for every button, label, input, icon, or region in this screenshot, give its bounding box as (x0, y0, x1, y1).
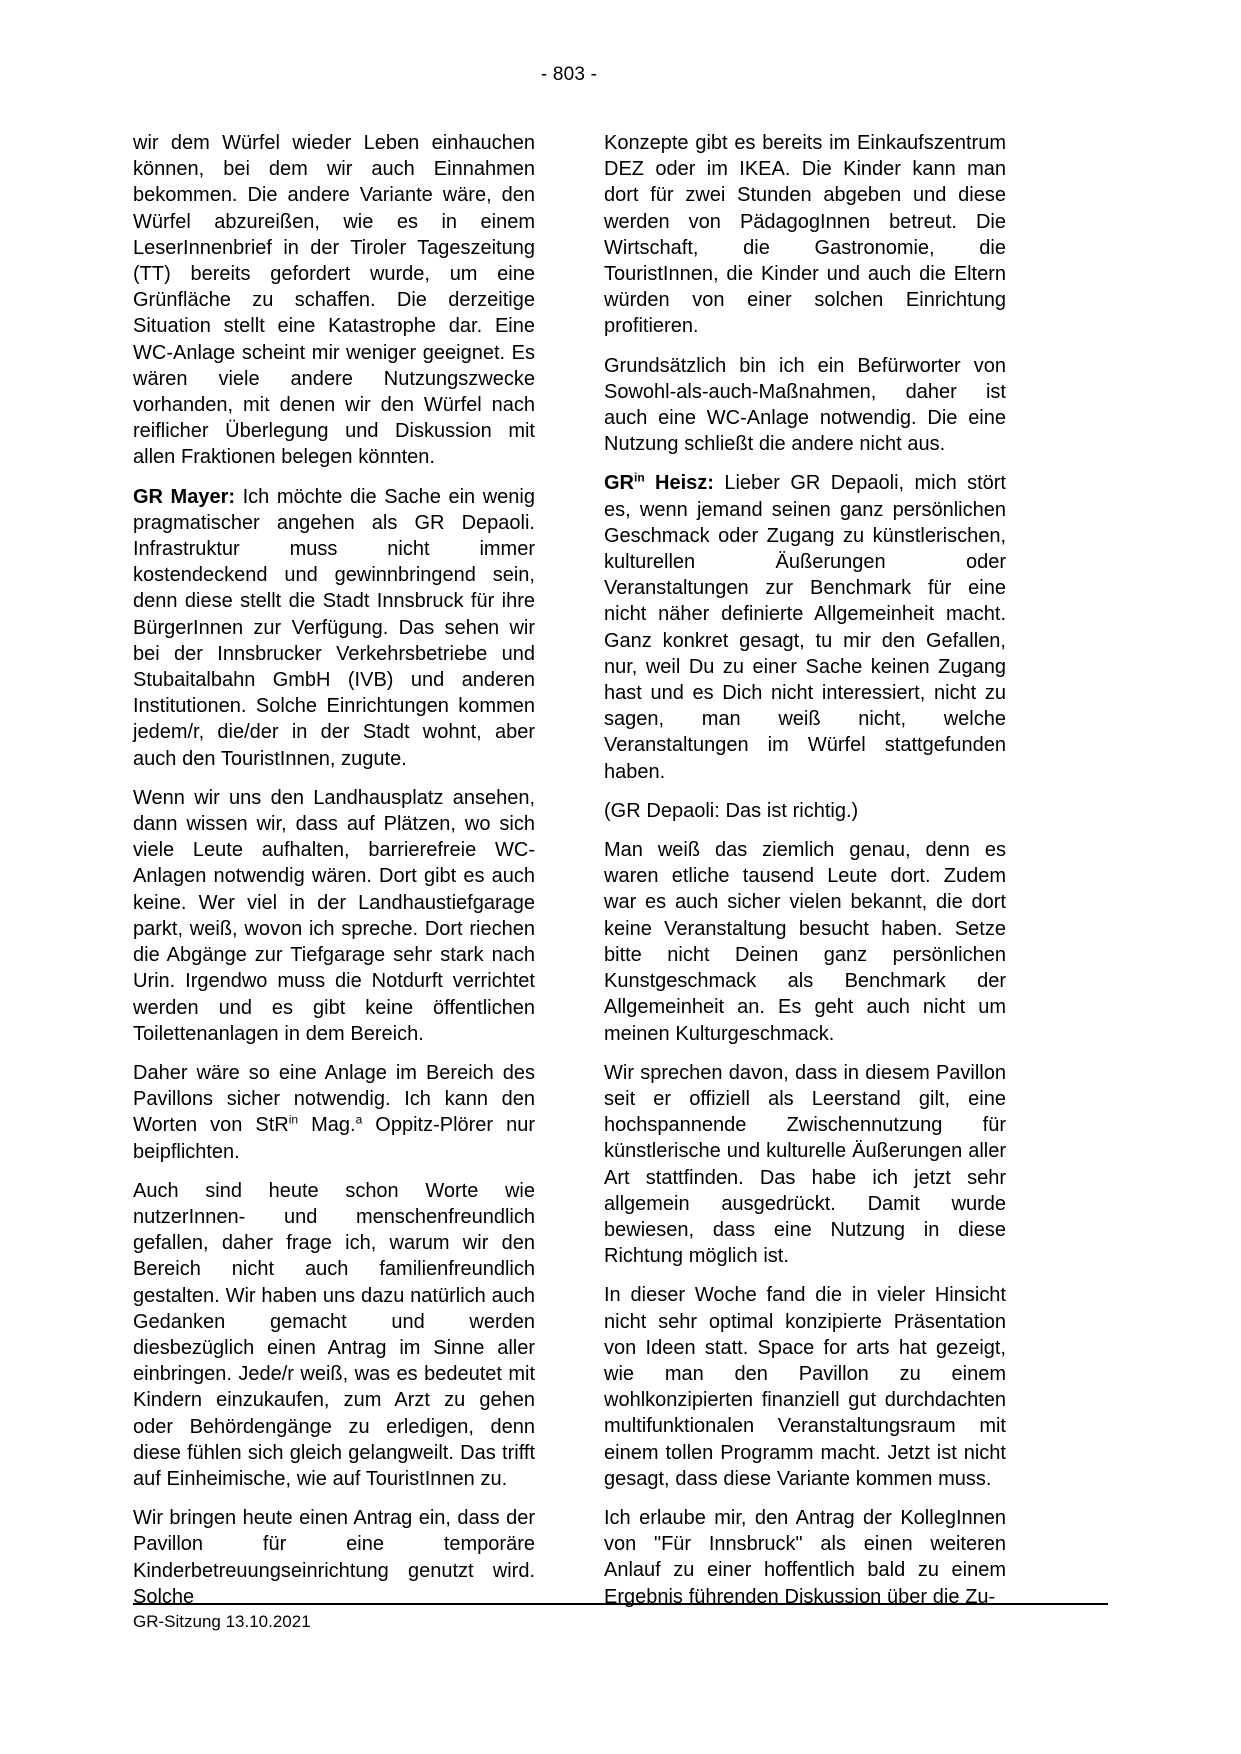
paragraph: $GR^{in}$ Heisz: Lieber GR Depaoli, mich stört es, wenn jemand seinen ganz persönlichen Geschmack oder Zugang zu künstlerischen, kulturellen Äußerungen oder Veranstaltungen zur Benchmark für eine nicht näher definierte Allgemeinheit macht. Ganz konkret gesagt, tu mir den Gefallen, nur, weil Du zu einer Sache keinen Zugang hast und es Dich nicht interessiert, nicht zu sagen, man weiß nicht, welche Veranstaltungen im Würfel stattgefunden haben. (604, 470, 1006, 783)
paragraph: Wenn wir uns den Landhausplatz ansehen, dann wissen wir, dass auf Plätzen, wo sich viele Leute aufhalten, barrierefreie WC-Anlagen notwendig wären. Dort gibt es auch keine. Wer viel in der Landhaustiefgarage parkt, weiß, wovon ich spreche. Dort riechen die Abgänge zur Tiefgarage sehr stark nach Urin. Irgendwo muss die Notdurft verrichtet werden und es gibt keine öffentlichen Toilettenanlagen in dem Bereich. (133, 786, 535, 1045)
page-footer (133, 1603, 1108, 1632)
footer-session-label: GR-Sitzung 13.10.2021 (133, 1612, 311, 1631)
left-column (133, 130, 535, 1623)
page-number: - 803 - (540, 64, 598, 85)
paragraph: Man weiß das ziemlich genau, denn es waren etliche tausend Leute dort. Zudem war es auch sicher vielen bekannt, die dort keine Veranstaltung besucht haben. Setze bitte nicht Deinen ganz persönlichen Kunstgeschmack als Benchmark der Allgemeinheit an. Es geht auch nicht um meinen Kulturgeschmack. (604, 839, 1006, 1045)
paragraph: Wir bringen heute einen Antrag ein, dass der Pavillon für eine temporäre Kinderbetreuungseinrichtung genutzt wird. Solche (133, 1507, 535, 1608)
paragraph: wir dem Würfel wieder Leben einhauchen können, bei dem wir auch Einnahmen bekommen. Die andere Variante wäre, den Würfel abzureißen, wie es in einem LeserInnenbrief in der Tiroler Tageszeitung (TT) bereits gefordert wurde, um eine Grünfläche zu schaffen. Die derzeitige Situation stellt eine Katastrophe dar. Eine WC-Anlage scheint mir weniger geeignet. Es wären viele andere Nutzungszwecke vorhanden, mit denen wir den Würfel nach reiflicher Überlegung und Diskussion mit allen Fraktionen belegen könnten. (133, 132, 535, 469)
paragraph: GR Mayer: Ich möchte die Sache ein wenig pragmatischer angehen als GR Depaoli. Infrastruktur muss nicht immer kostendeckend und gewinnbringend sein, denn diese stellt die Stadt Innsbruck für ihre BürgerInnen zur Verfügung. Das sehen wir bei der Innsbrucker Verkehrsbetriebe und Stubaitalbahn GmbH (IVB) und anderen Institutionen. Solche Einrichtungen kommen jedem/r, die/der in der Stadt wohnt, aber auch den TouristInnen, zugute. (133, 485, 535, 770)
text-columns (133, 130, 1006, 1623)
right-column (604, 130, 1006, 1623)
paragraph: Konzepte gibt es bereits im Einkaufszentrum DEZ oder im IKEA. Die Kinder kann man dort für zwei Stunden abgeben und diese werden von PädagogInnen betreut. Die Wirtschaft, die Gastronomie, die TouristInnen, die Kinder und auch die Eltern würden von einer solchen Einrichtung profitieren. (604, 132, 1006, 338)
paragraph: Auch sind heute schon Worte wie nutzerInnen- und menschenfreundlich gefallen, daher frage ich, warum wir den Bereich nicht auch familienfreundlich gestalten. Wir haben uns dazu natürlich auch Gedanken gemacht und werden diesbezüglich einen Antrag im Sinne aller einbringen. Jede/r weiß, was es bedeutet mit Kindern einzukaufen, zum Arzt zu gehen oder Behördengänge zu erledigen, denn diese fühlen sich gleich gelangweilt. Das trifft auf Einheimische, wie auf TouristInnen zu. (133, 1179, 535, 1490)
paragraph: In dieser Woche fand die in vieler Hinsicht nicht sehr optimal konzipierte Präsentation von Ideen statt. Space for arts hat gezeigt, wie man den Pavillon zu einem wohlkonzipierten finanziell gut durchdachten multifunktionalen Veranstaltungsraum mit einem tollen Programm macht. Jetzt ist nicht gesagt, dass diese Variante kommen muss. (604, 1284, 1006, 1490)
paragraph: Daher wäre so eine Anlage im Bereich des Pavillons sicher notwendig. Ich kann den Worten von StR$^{in}$ Mag.$^a$ Oppitz-Plörer nur beipflichten. (133, 1061, 536, 1163)
paragraph: Grundsätzlich bin ich ein Befürworter von Sowohl-als-auch-Maßnahmen, daher ist auch eine WC-Anlage notwendig. Die eine Nutzung schließt die andere nicht aus. (604, 354, 1006, 456)
paragraph: (GR Depaoli: Das ist richtig.) (604, 799, 859, 822)
footer-divider (133, 1603, 1108, 1605)
paragraph: Ich erlaube mir, den Antrag der KollegInnen von "Für Innsbruck" als einen weiteren Anlauf zu einer hoffentlich bald zu einem Ergebnis führenden Diskussion über die Zu- (604, 1506, 1006, 1608)
paragraph: Wir sprechen davon, dass in diesem Pavillon seit er offiziell als Leerstand gilt, eine hochspannende Zwischennutzung für künstlerische und kulturelle Äußerungen aller Art stattfinden. Das habe ich jetzt sehr allgemein ausgedrückt. Damit wurde bewiesen, dass eine Nutzung in diese Richtung möglich ist. (604, 1061, 1006, 1268)
